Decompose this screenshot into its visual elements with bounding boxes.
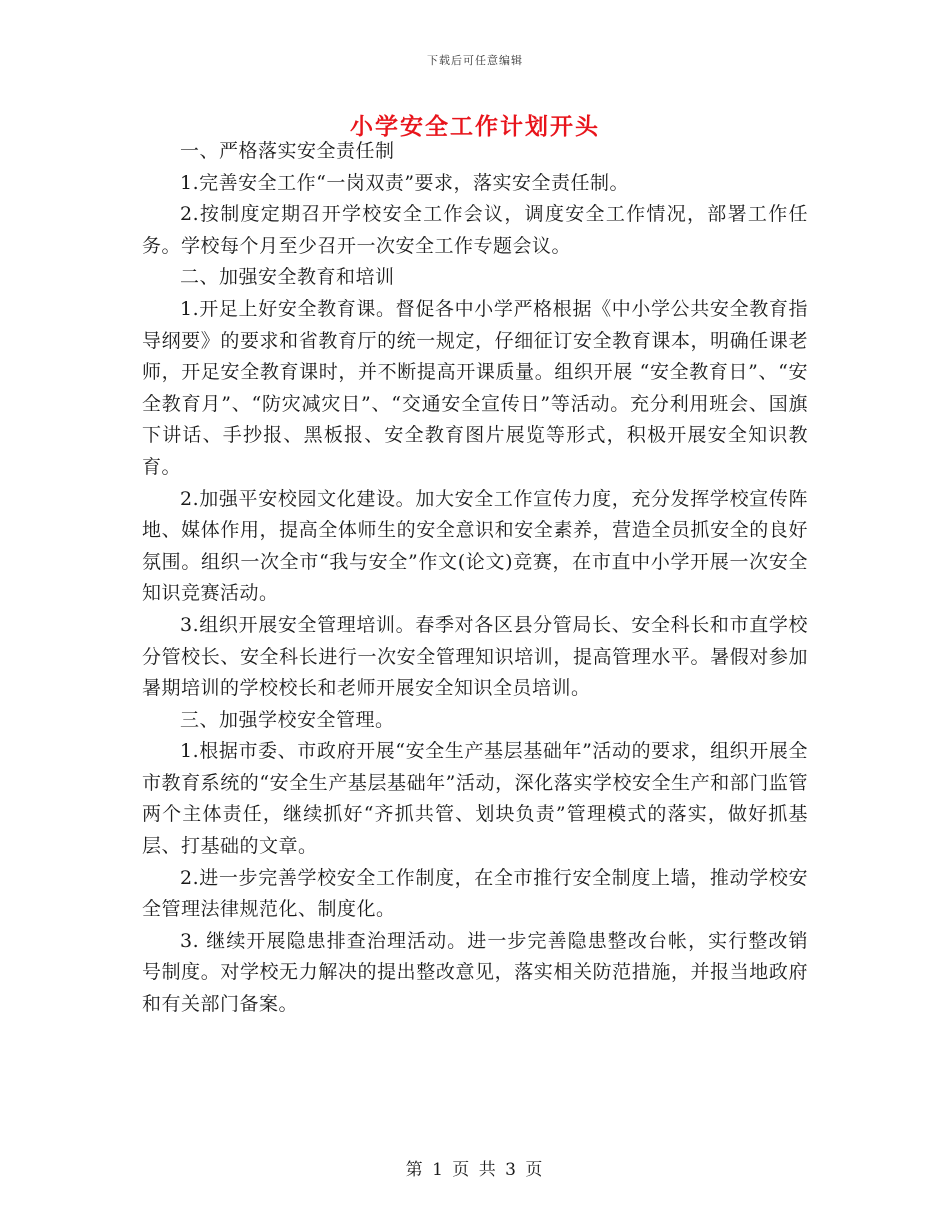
paragraph: 1.完善安全工作“一岗双责”要求，落实安全责任制。 bbox=[180, 171, 630, 194]
paragraph: 2.进一步完善学校安全工作制度，在全市推行安全制度上墙，推动学校安全管理法律规范化、制度化。 bbox=[142, 866, 808, 921]
document-body bbox=[142, 136, 808, 1021]
page-number: 第 1 页 共 3 页 bbox=[405, 1160, 545, 1180]
paragraph: 3. 继续开展隐患排查治理活动。进一步完善隐患整改台帐，实行整改销号制度。对学校无力解决的提出整改意见，落实相关防范措施，并报当地政府和有关部门备案。 bbox=[142, 929, 808, 1016]
document-title: 小学安全工作计划开头 bbox=[350, 113, 600, 140]
header-note: 下载后可任意编辑 bbox=[427, 54, 523, 67]
paragraph: 3.组织开展安全管理培训。春季对各区县分管局长、安全科长和市直学校分管校长、安全科长进行一次安全管理知识培训，提高管理水平。暑假对参加暑期培训的学校校长和老师开展安全知识全员培训。 bbox=[142, 613, 808, 700]
paragraph: 2.加强平安校园文化建设。加大安全工作宣传力度，充分发挥学校宣传阵地、媒体作用，提高全体师生的安全意识和安全素养，营造全员抓安全的良好氛围。组织一次全市“我与安全”作文(论文)竞赛，在市直中小学开展一次安全知识竞赛活动。 bbox=[142, 487, 808, 605]
paragraph: 1.根据市委、市政府开展“安全生产基层基础年”活动的要求，组织开展全市教育系统的“安全生产基层基础年”活动，深化落实学校安全生产和部门监管两个主体责任，继续抓好“齐抓共管、划块负责”管理模式的落实，做好抓基层、打基础的文章。 bbox=[142, 740, 808, 858]
paragraph: 2.按制度定期召开学校安全工作会议，调度安全工作情况，部署工作任务。学校每个月至少召开一次安全工作专题会议。 bbox=[142, 203, 808, 257]
section-heading-1: 一、严格落实安全责任制 bbox=[180, 140, 395, 162]
section-heading-2: 二、加强安全教育和培训 bbox=[180, 266, 395, 289]
section-heading-3: 三、加强学校安全管理。 bbox=[180, 708, 395, 731]
paragraph: 1.开足上好安全教育课。督促各中小学严格根据《中小学公共安全教育指导纲要》的要求和省教育厅的统一规定，仔细征订安全教育课本，明确任课老师，开足安全教育课时，并不断提高开课质量。组织开展 “安全教育日”、“安全教育月”、“防灾减灾日”、“交通安全宣传日”等活动。充分利用班会、国旗下讲话、手抄报、黑板报、安全教育图片展览等形式，积极开展安全知识教育。 bbox=[142, 297, 808, 478]
